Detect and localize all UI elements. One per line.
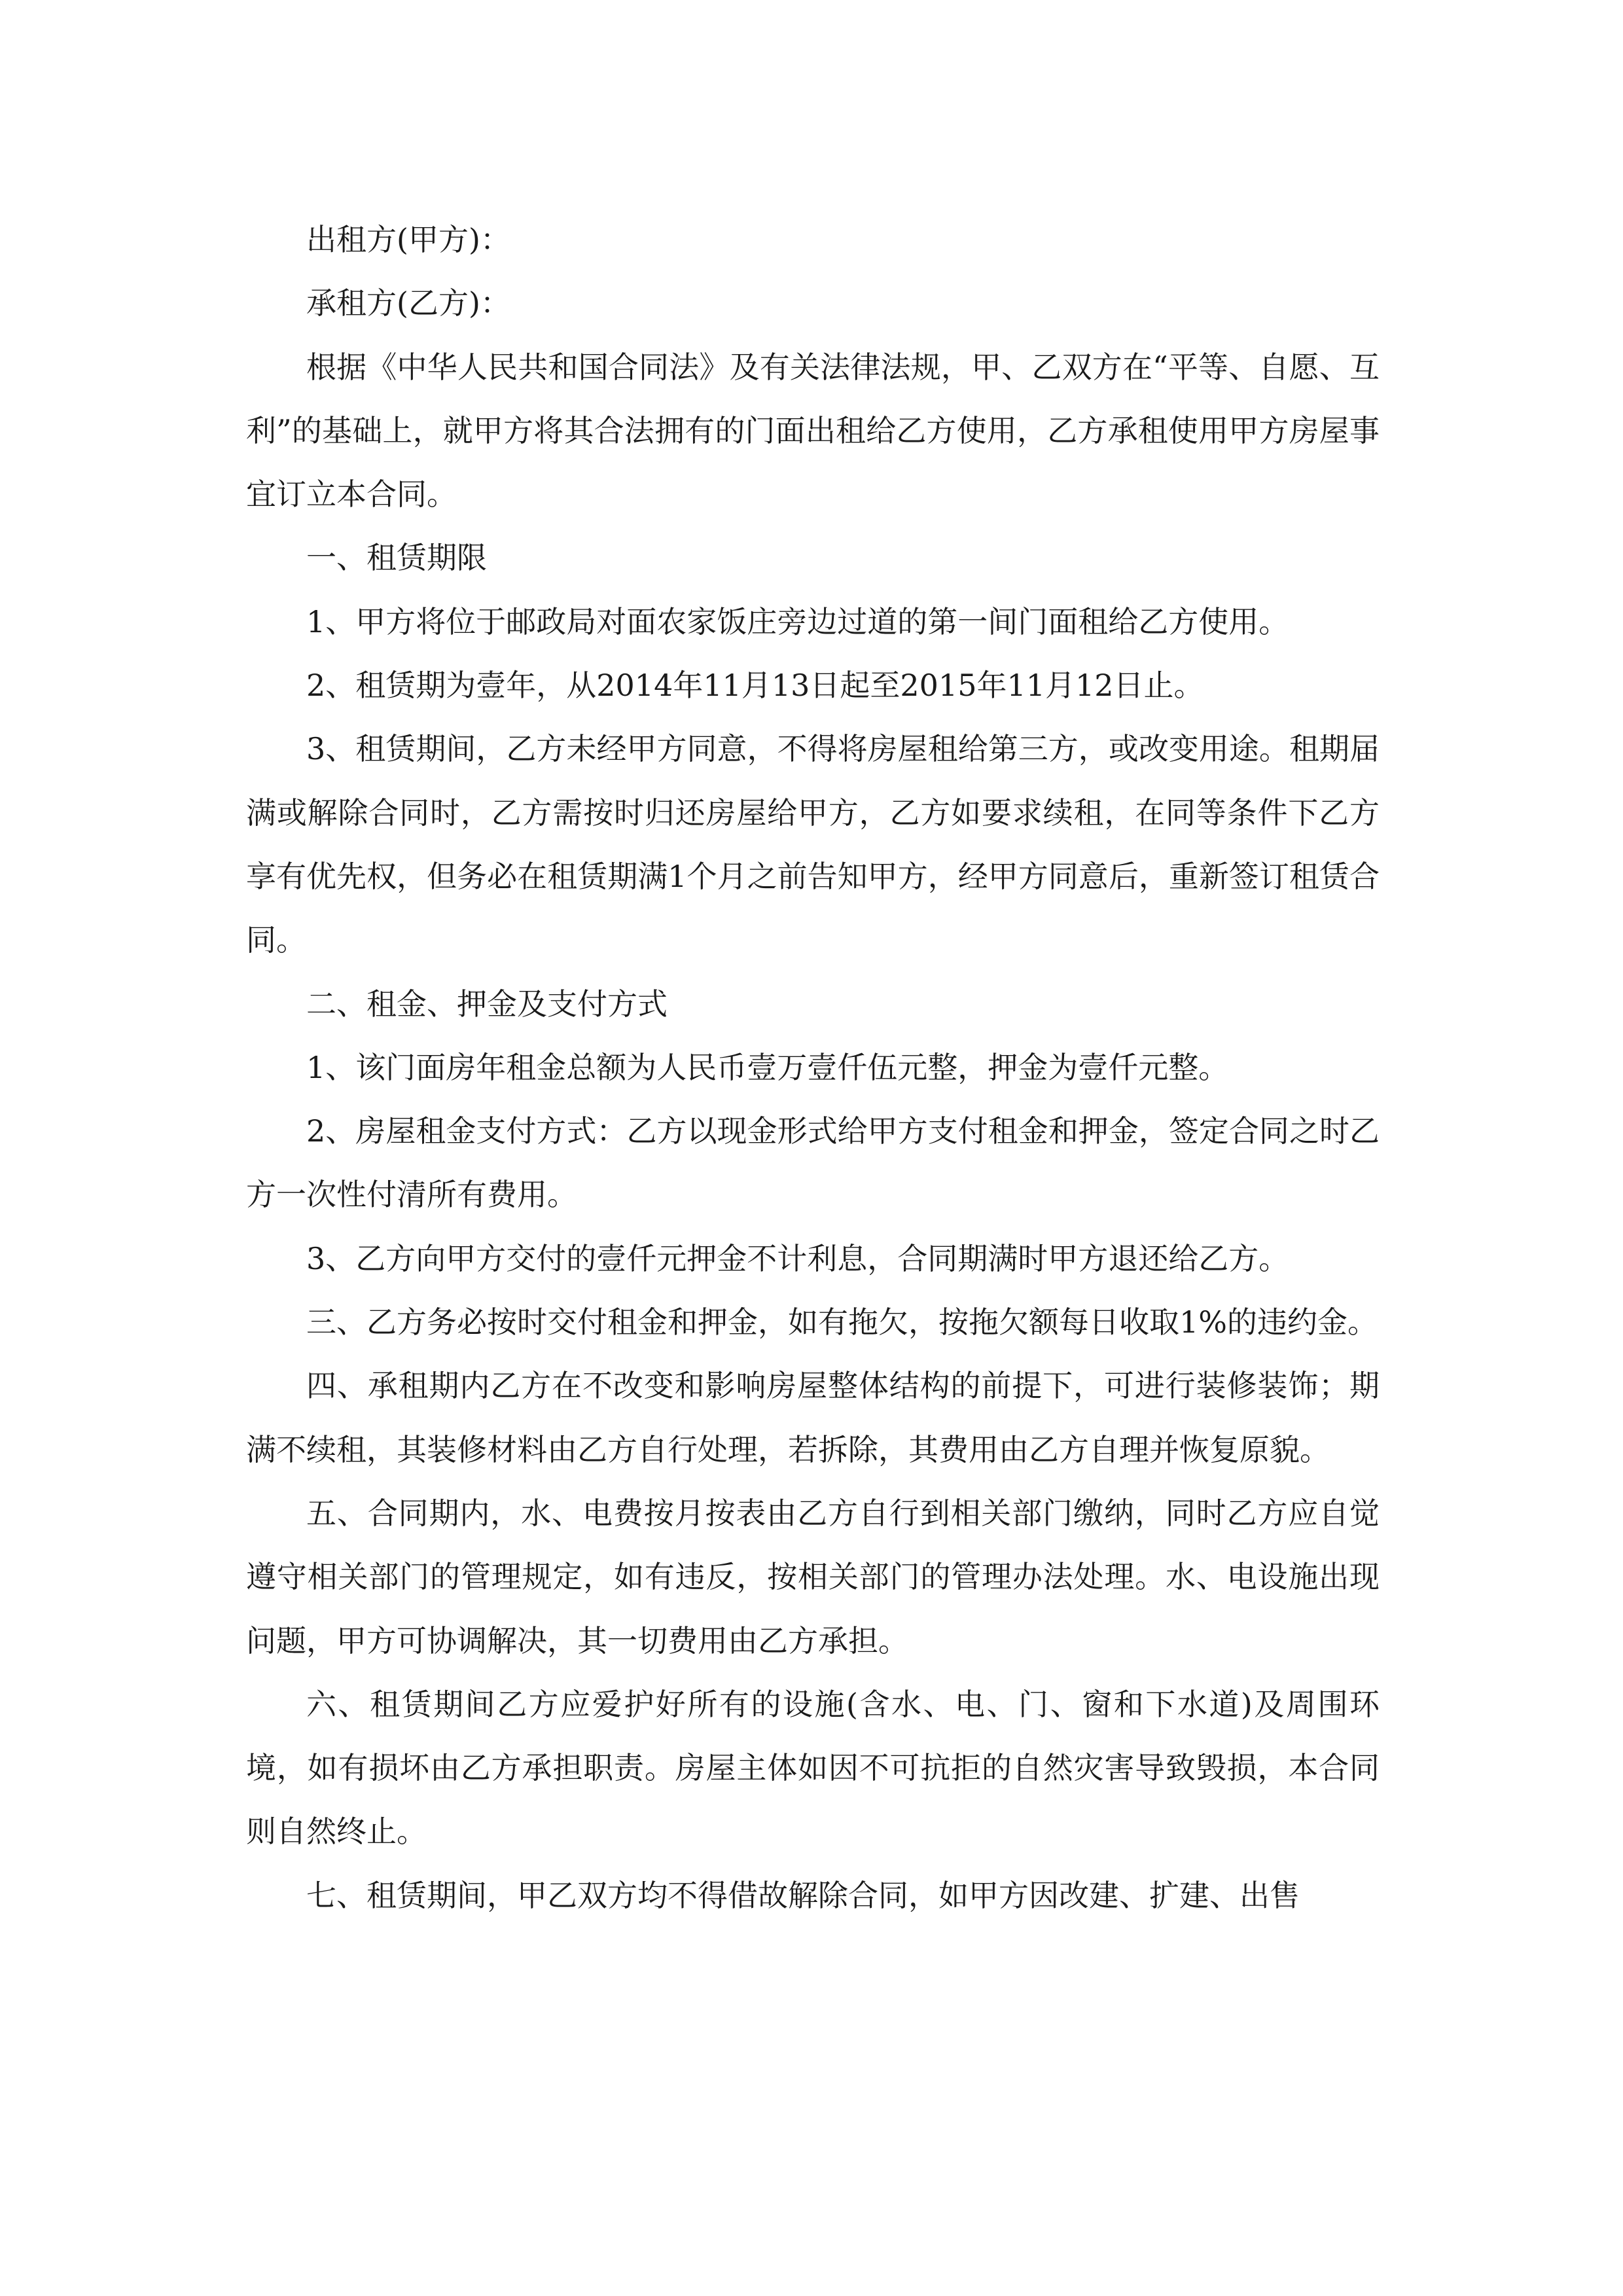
clause-2-2: 2、房屋租金支付方式：乙方以现金形式给甲方支付租金和押金，签定合同之时乙方一次性付清所有费用。 [246, 1113, 1380, 1213]
contract-body [246, 208, 1380, 1928]
clause-1-3: 3、租赁期间，乙方未经甲方同意，不得将房屋租给第三方，或改变用途。租期届满或解除合同时，乙方需按时归还房屋给甲方，乙方如要求续租，在同等条件下乙方享有优先权，但务必在租赁期满1个月之前告知甲方，经甲方同意后，重新签订租赁合同。 [246, 731, 1380, 958]
clause-1-2: 2、租赁期为壹年，从2014年11月13日起至2015年11月12日止。 [306, 668, 1204, 704]
clause-2-3: 3、乙方向甲方交付的壹仟元押金不计利息，合同期满时甲方退还给乙方。 [306, 1240, 1289, 1276]
section-5-paragraph: 五、合同期内，水、电费按月按表由乙方自行到相关部门缴纳，同时乙方应自觉遵守相关部门的管理规定，如有违反，按相关部门的管理办法处理。水、电设施出现问题，甲方可协调解决，其一切费用由乙方承担。 [246, 1495, 1380, 1659]
clause-1-1: 1、甲方将位于邮政局对面农家饭庄旁边过道的第一间门面租给乙方使用。 [306, 603, 1289, 639]
section-7-paragraph: 七、租赁期间，甲乙双方均不得借故解除合同，如甲方因改建、扩建、出售 [306, 1877, 1300, 1913]
preamble-paragraph: 根据《中华人民共和国合同法》及有关法律法规，甲、乙双方在“平等、自愿、互利”的基础上，就甲方将其合法拥有的门面出租给乙方使用，乙方承租使用甲方房屋事宜订立本合同。 [246, 349, 1380, 512]
section-6-paragraph: 六、租赁期间乙方应爱护好所有的设施(含水、电、门、窗和下水道)及周围环境，如有损坏由乙方承担职责。房屋主体如因不可抗拒的自然灾害导致毁损，本合同则自然终止。 [246, 1686, 1380, 1850]
section-4-paragraph: 四、承租期内乙方在不改变和影响房屋整体结构的前提下，可进行装修装饰；期满不续租，其装修材料由乙方自行处理，若拆除，其费用由乙方自理并恢复原貌。 [246, 1368, 1380, 1467]
clause-2-1: 1、该门面房年租金总额为人民币壹万壹仟伍元整，押金为壹仟元整。 [306, 1049, 1229, 1085]
section-heading-lease-term: 一、租赁期限 [306, 540, 487, 576]
lessee-line: 承租方(乙方)： [306, 285, 510, 321]
section-heading-rent-deposit: 二、租金、押金及支付方式 [306, 986, 668, 1022]
lessor-line: 出租方(甲方)： [306, 222, 510, 257]
section-3-paragraph: 三、乙方务必按时交付租金和押金，如有拖欠，按拖欠额每日收取1%的违约金。 [306, 1304, 1378, 1340]
